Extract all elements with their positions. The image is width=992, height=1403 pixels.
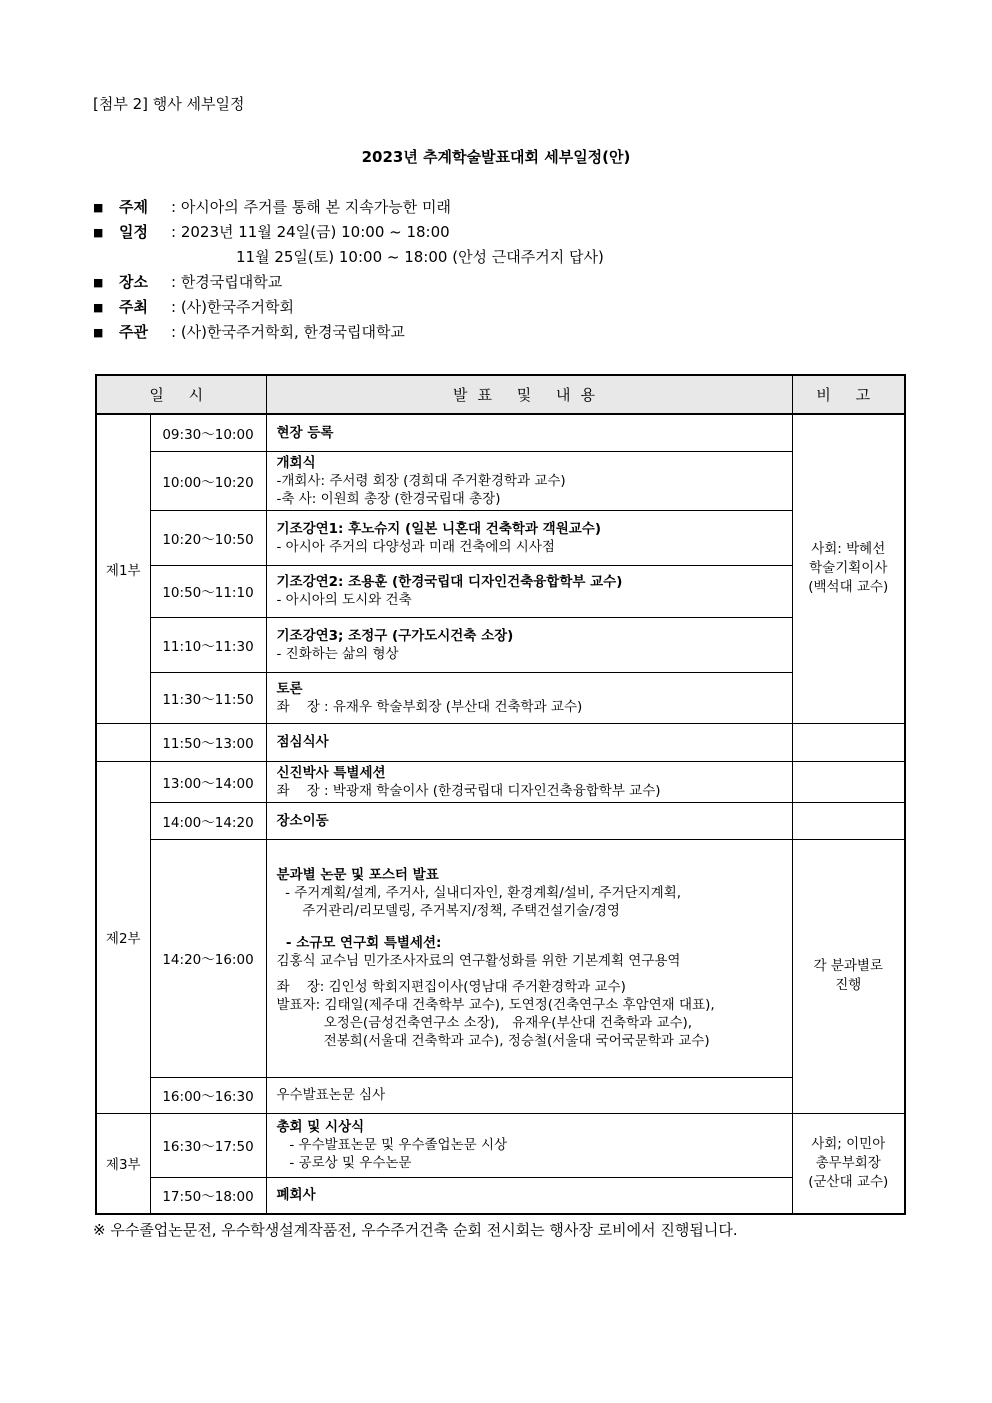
bullet-icon: ■ [93, 326, 104, 339]
content-line: 주거관리/리모델링, 주거복지/정책, 주택건설기술/경영 [276, 903, 620, 919]
content-cell [266, 1077, 792, 1113]
part-empty [96, 723, 150, 761]
content-title: 개회식 [276, 454, 316, 471]
content-line: 좌 장: 김인성 학회지편집이사(영남대 주거환경학과 교수) [276, 979, 626, 995]
table-row [96, 510, 905, 565]
time-cell: 14:00～14:20 [150, 802, 266, 839]
content-line: 김홍식 교수님 민가조사자료의 연구활성화를 위한 기본계획 연구용역 [276, 953, 681, 969]
time-cell: 17:50～18:00 [150, 1177, 266, 1214]
header-content: 발표 및 내용 [266, 375, 792, 414]
note-empty [792, 723, 905, 761]
bullet-icon: ■ [93, 226, 104, 239]
note-empty [792, 802, 905, 839]
content-subtitle: - 소규모 연구회 특별세션: [276, 935, 442, 951]
note-line: (백석대 교수) [808, 579, 889, 596]
content-title: 점심식사 [276, 734, 329, 750]
table-row [96, 672, 905, 723]
content-cell [266, 565, 792, 617]
venue-value: : 한경국립대학교 [171, 273, 283, 291]
content-cell [266, 672, 792, 723]
date-value-2: 11월 25일(토) 10:00 ~ 18:00 (안성 근대주거지 답사) [236, 248, 604, 266]
content-line: -개회사: 주서령 회장 (경희대 주거환경학과 교수) [276, 472, 566, 489]
table-row [96, 565, 905, 617]
part-1-label: 제1부 [96, 414, 150, 723]
content-line: 발표자: 김태일(제주대 건축학부 교수), 도연정(건축연구소 후암연재 대표), [276, 997, 715, 1013]
part-3-label: 제3부 [96, 1113, 150, 1214]
theme-value: : 아시아의 주거를 통해 본 지속가능한 미래 [171, 198, 451, 216]
time-cell: 16:30～17:50 [150, 1113, 266, 1177]
table-row [96, 1113, 905, 1177]
header-note: 비 고 [792, 375, 905, 414]
content-title: 기조강연3; 조정구 (구가도시건축 소장) [276, 627, 514, 644]
note-line: 총무부회장 [815, 1154, 881, 1171]
note-line: 진행 [835, 977, 862, 993]
content-title: 우수발표논문 심사 [276, 1087, 386, 1103]
table-row [96, 414, 905, 451]
content-cell [266, 510, 792, 565]
content-line: - 진화하는 삶의 형상 [276, 645, 399, 662]
footnote: ※ 우수졸업논문전, 우수학생설계작품전, 우수주거건축 순회 전시회는 행사장 로비에서 진행됩니다. [93, 1221, 738, 1239]
note-line: (군산대 교수) [808, 1173, 889, 1190]
time-cell: 11:10～11:30 [150, 617, 266, 672]
bullet-icon: ■ [93, 276, 104, 289]
time-cell: 14:20～16:00 [150, 839, 266, 1077]
note-line: 사회: 박혜선 [811, 541, 886, 558]
date-label: 일정 [119, 223, 148, 241]
time-cell: 13:00～14:00 [150, 761, 266, 802]
content-title: 토론 [276, 680, 303, 697]
content-title: 기조강연1: 후노슈지 (일본 니혼대 건축학과 객원교수) [276, 520, 601, 537]
content-title: 기조강연2: 조용훈 (한경국립대 디자인건축융합학부 교수) [276, 574, 623, 590]
content-line: - 우수발표논문 및 우수졸업논문 시상 [276, 1137, 508, 1153]
note-line: 학술기획이사 [809, 560, 888, 577]
bullet-icon: ■ [93, 301, 104, 314]
content-line: 오정은(금성건축연구소 소장), 유재우(부산대 건축학과 교수), [276, 1015, 693, 1031]
time-cell: 10:20～10:50 [150, 510, 266, 565]
table-row [96, 723, 905, 761]
header-datetime: 일 시 [96, 375, 266, 414]
content-line: 전봉희(서울대 건축학과 교수), 정승철(서울대 국어국문학과 교수) [276, 1033, 710, 1049]
note-part-1 [792, 414, 905, 723]
table-row [96, 1077, 905, 1113]
table-row [96, 451, 905, 510]
note-part-2 [792, 839, 905, 1113]
time-cell: 10:50～11:10 [150, 565, 266, 617]
content-title: 분과별 논문 및 포스터 발표 [276, 867, 439, 883]
content-title: 현장 등록 [276, 424, 334, 441]
content-cell [266, 761, 792, 802]
time-cell: 09:30～10:00 [150, 414, 266, 451]
content-title: 장소이동 [276, 812, 329, 829]
content-title: 폐회사 [276, 1187, 316, 1204]
content-line: - 공로상 및 우수논문 [276, 1155, 412, 1171]
organizer-label: 주관 [119, 323, 148, 341]
table-row [96, 617, 905, 672]
date-value-1: : 2023년 11월 24일(금) 10:00 ~ 18:00 [171, 223, 450, 241]
table-row [96, 839, 905, 1077]
host-label: 주최 [119, 298, 148, 316]
note-part-3 [792, 1113, 905, 1214]
content-cell [266, 802, 792, 839]
note-empty [792, 761, 905, 802]
theme-label: 주제 [119, 198, 148, 216]
content-title: 신진박사 특별세션 [276, 764, 386, 781]
venue-label: 장소 [119, 273, 148, 291]
time-cell: 11:30～11:50 [150, 672, 266, 723]
note-line: 각 분과별로 [813, 958, 883, 974]
content-cell [266, 1113, 792, 1177]
content-line: 좌 장 : 박광재 학술이사 (한경국립대 디자인건축융합학부 교수) [276, 782, 661, 799]
part-2-label: 제2부 [96, 761, 150, 1113]
content-line: 좌 장 : 유재우 학술부회장 (부산대 건축학과 교수) [276, 698, 583, 715]
content-cell [266, 1177, 792, 1214]
table-row [96, 761, 905, 802]
table-header-row [96, 375, 905, 414]
content-line: - 아시아 주거의 다양성과 미래 건축에의 시사점 [276, 538, 555, 555]
bullet-icon: ■ [93, 201, 104, 214]
attachment-label: [첨부 2] 행사 세부일정 [93, 95, 245, 113]
organizer-value: : (사)한국주거학회, 한경국립대학교 [171, 323, 405, 341]
content-line: - 아시아의 도시와 건축 [276, 592, 412, 608]
content-cell [266, 451, 792, 510]
time-cell: 10:00～10:20 [150, 451, 266, 510]
host-value: : (사)한국주거학회 [171, 298, 294, 316]
time-cell: 11:50～13:00 [150, 723, 266, 761]
content-title: 총회 및 시상식 [276, 1119, 365, 1135]
content-cell [266, 617, 792, 672]
content-cell [266, 839, 792, 1077]
content-cell [266, 723, 792, 761]
schedule-table [95, 374, 906, 1215]
time-cell: 16:00～16:30 [150, 1077, 266, 1113]
table-row [96, 802, 905, 839]
table-row [96, 1177, 905, 1214]
page-title: 2023년 추계학술발표대회 세부일정(안) [361, 148, 631, 166]
content-cell [266, 414, 792, 451]
note-line: 사회; 이민아 [811, 1135, 886, 1152]
content-line: - 주거계획/설계, 주거사, 실내디자인, 환경계획/설비, 주거단지계획, [276, 885, 682, 901]
content-line: -축 사: 이원희 총장 (한경국립대 총장) [276, 490, 501, 507]
